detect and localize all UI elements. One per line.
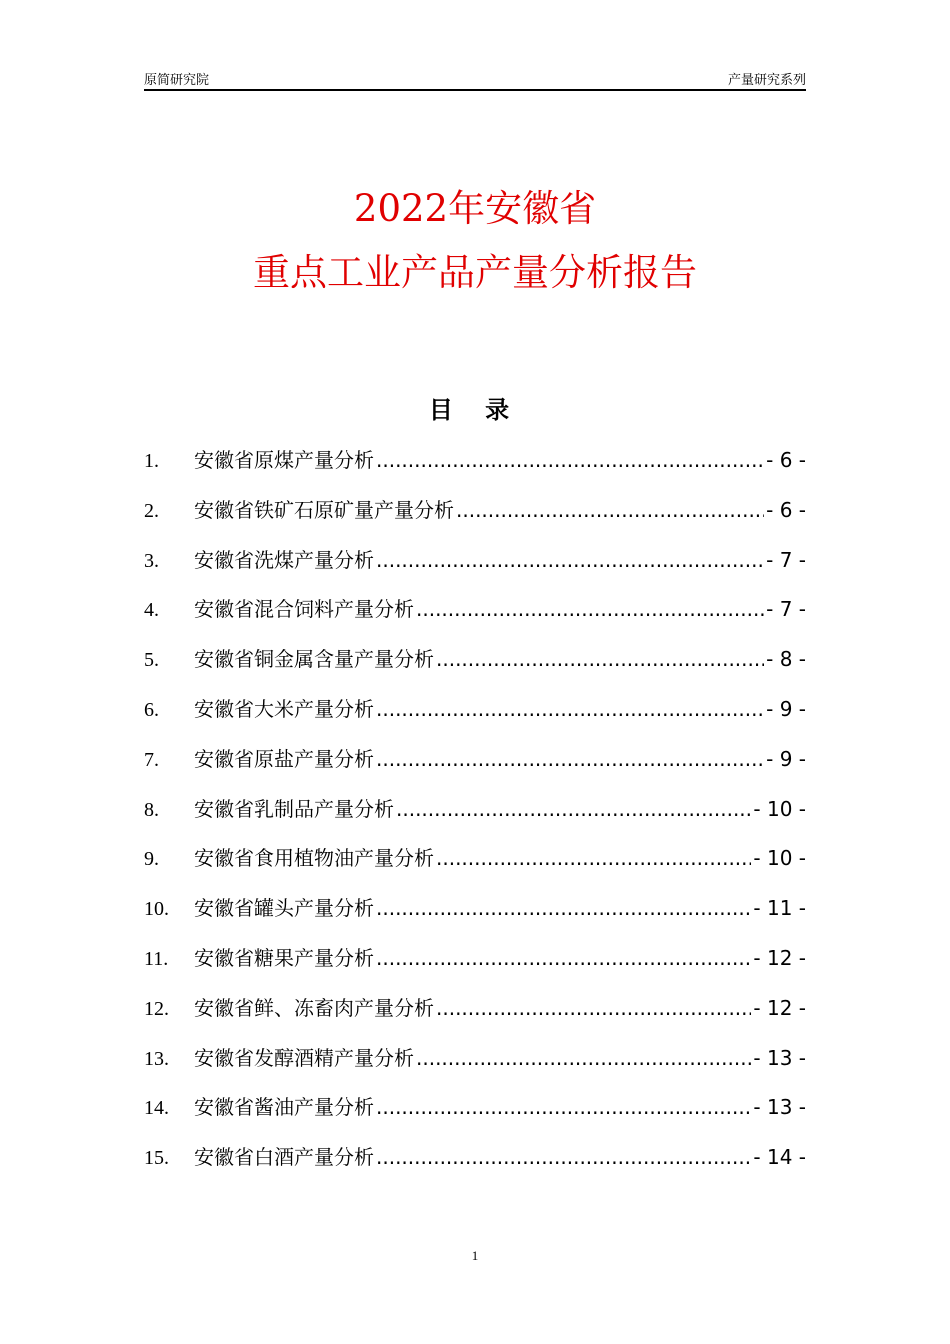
toc-entry[interactable] (144, 1042, 806, 1092)
toc-entry-label: 安徽省发醇酒精产量分析 (194, 1045, 414, 1070)
toc-heading: 目 录 (428, 396, 522, 424)
dot-leader (376, 1095, 751, 1119)
toc-entry-number: 2. (144, 499, 159, 522)
dot-leader (416, 1046, 751, 1070)
dot-leader (376, 747, 764, 771)
toc-entry-number: 14. (144, 1097, 169, 1120)
dot-leader (376, 946, 751, 970)
toc-entry-number: 7. (144, 748, 159, 771)
toc-entry-page: - 7 - (766, 547, 806, 572)
toc-entry-label: 安徽省糖果产量分析 (194, 945, 374, 970)
toc-entry-page: - 9 - (766, 696, 806, 721)
toc-entry-label: 安徽省罐头产量分析 (194, 896, 374, 921)
header-right: 产量研究系列 (727, 73, 806, 88)
toc-entry-number: 11. (144, 947, 169, 970)
dot-leader (376, 697, 764, 721)
toc-entry-label: 安徽省酱油产量分析 (194, 1095, 374, 1120)
dot-leader (456, 498, 764, 522)
dot-leader (396, 797, 751, 821)
dot-leader (436, 846, 751, 870)
toc-entry-number: 6. (144, 698, 159, 721)
page-header (144, 68, 806, 91)
toc-entry-number: 8. (144, 798, 159, 821)
toc-entry[interactable] (144, 643, 806, 693)
toc-entry-page: - 9 - (766, 746, 806, 771)
toc-entry-page: - 8 - (766, 647, 806, 672)
toc-entry-page: - 12 - (753, 945, 806, 970)
toc-entry-label: 安徽省铜金属含量产量分析 (194, 647, 434, 672)
toc-entry-number: 4. (144, 599, 159, 622)
toc-entry-number: 5. (144, 649, 159, 672)
toc-entry[interactable] (144, 1141, 806, 1191)
toc-entry-page: - 10 - (753, 796, 806, 821)
toc-entry-number: 10. (144, 898, 169, 921)
toc-entry[interactable] (144, 842, 806, 892)
dot-leader (376, 548, 764, 572)
dot-leader (416, 597, 764, 621)
toc-entry[interactable] (144, 942, 806, 992)
toc-entry-number: 15. (144, 1147, 169, 1170)
toc-entry-label: 安徽省混合饲料产量分析 (194, 597, 414, 622)
toc-entry-page: - 7 - (766, 597, 806, 622)
toc-entry-label: 安徽省乳制品产量分析 (194, 796, 394, 821)
toc-entry[interactable] (144, 743, 806, 793)
toc-entry[interactable] (144, 992, 806, 1042)
toc-entry-number: 3. (144, 549, 159, 572)
toc-entry-page: - 6 - (766, 448, 806, 472)
toc-entry[interactable] (144, 444, 806, 494)
toc-entry-number: 12. (144, 997, 169, 1020)
toc-entry-page: - 13 - (753, 1045, 806, 1070)
toc-entry-number: 9. (144, 848, 159, 871)
page-number: 1 (471, 1248, 479, 1263)
toc-entry-page: - 10 - (753, 846, 806, 871)
dot-leader (436, 996, 751, 1020)
header-left: 原简研究院 (144, 73, 210, 88)
toc-entry[interactable] (144, 593, 806, 643)
toc-entry[interactable] (144, 693, 806, 743)
toc-entry[interactable] (144, 892, 806, 942)
toc-entry-label: 安徽省洗煤产量分析 (194, 547, 374, 572)
toc-entry-page: - 14 - (753, 1145, 806, 1170)
toc-entry[interactable] (144, 1091, 806, 1141)
dot-leader (376, 896, 751, 920)
toc-entry-label: 安徽省铁矿石原矿量产量分析 (194, 497, 454, 522)
dot-leader (436, 647, 764, 671)
dot-leader (376, 448, 764, 472)
toc-entry[interactable] (144, 544, 806, 594)
toc-entry-page: - 12 - (753, 995, 806, 1020)
toc-entry-number: 13. (144, 1047, 169, 1070)
toc-entry-label: 安徽省原煤产量分析 (194, 448, 374, 472)
toc-entry-label: 安徽省鲜、冻畜肉产量分析 (194, 995, 434, 1020)
toc-entry-label: 安徽省白酒产量分析 (194, 1145, 374, 1170)
toc-entry[interactable] (144, 494, 806, 544)
toc-entry-page: - 11 - (753, 896, 806, 921)
toc-entry-label: 安徽省大米产量分析 (194, 696, 374, 721)
toc-entry-label: 安徽省食用植物油产量分析 (194, 846, 434, 871)
toc-entry-page: - 13 - (753, 1095, 806, 1120)
table-of-contents (144, 444, 806, 1191)
toc-entry-number: 1. (144, 450, 159, 472)
toc-entry-page: - 6 - (766, 497, 806, 522)
report-title-line1: 2022年安徽省 (353, 187, 597, 230)
toc-entry[interactable] (144, 793, 806, 843)
toc-entry-label: 安徽省原盐产量分析 (194, 746, 374, 771)
dot-leader (376, 1145, 751, 1169)
report-title-line2: 重点工业产品产量分析报告 (253, 251, 697, 294)
